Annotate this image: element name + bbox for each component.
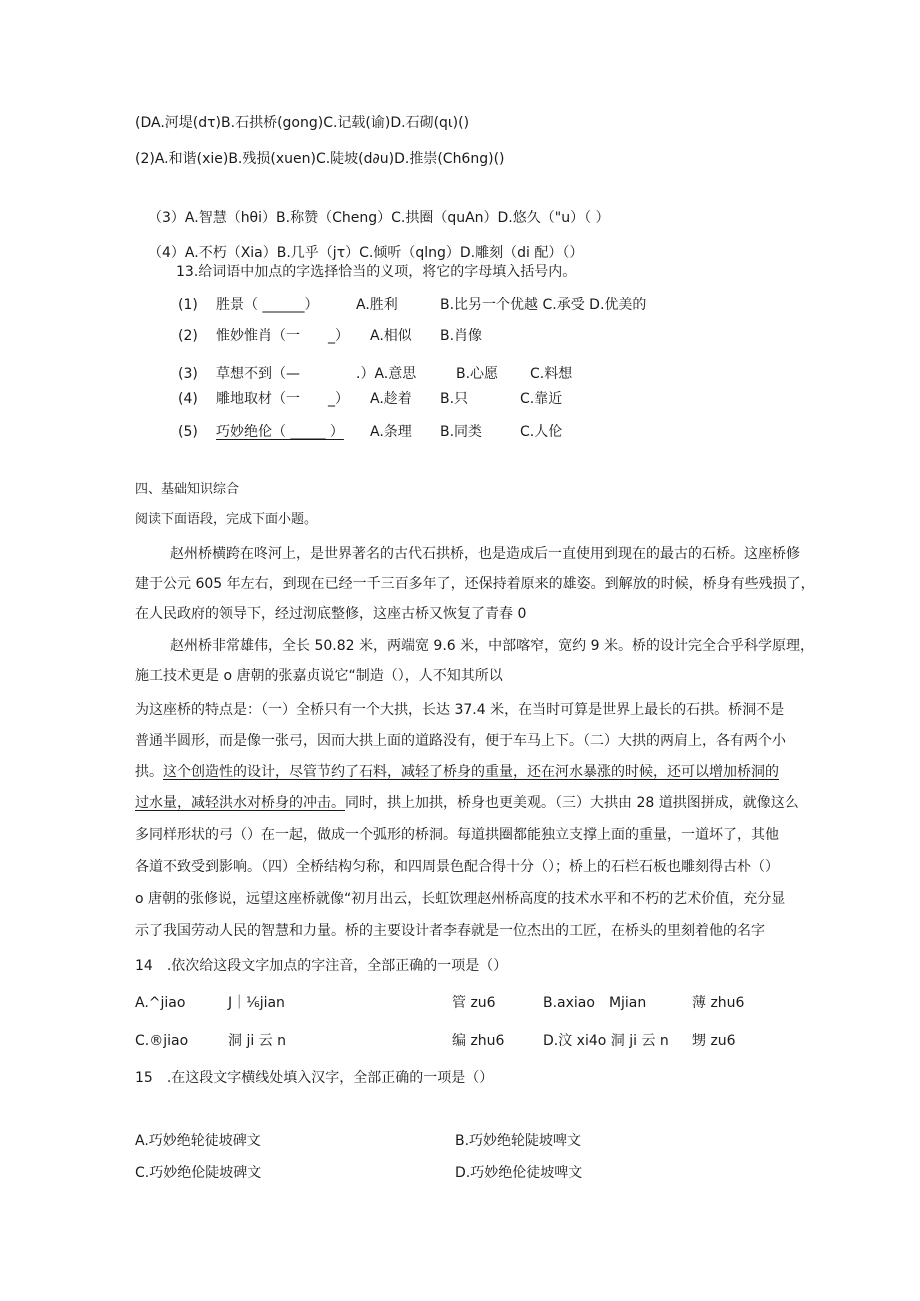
q13-row-option-b: B.只	[440, 391, 469, 407]
passage-line: 多同样形状的弓（）在一起，做成一个弧形的桥洞。每道拱圈都能独立支撑上面的重量，一道坏了，其他	[135, 827, 779, 843]
q13-row-option-c: C.靠近	[520, 391, 563, 407]
q14-option: 编 zhu6	[452, 1033, 505, 1049]
q14-option: C.®jiao	[135, 1033, 189, 1049]
q13-row-word: 雕地取材（一 _）	[216, 391, 349, 407]
q13-row-option-b: B.肖像	[440, 328, 483, 344]
q15-option-c: C.巧妙绝伦陡坡碑文	[135, 1165, 262, 1181]
q13-row-word: 巧妙绝伦（ _____ ）	[216, 424, 344, 440]
q13-row-option-a: A.相似	[370, 328, 412, 344]
q13-row-num: (3)	[178, 366, 198, 382]
q15-prompt: 15 .在这段文字横线处填入汉字，全部正确的一项是（）	[135, 1070, 494, 1086]
passage-line: 示了我国劳动人民的智慧和力量。桥的主要设计者李春就是一位杰出的工匠，在桥头的里刻着他的名字	[135, 923, 765, 939]
q14-option: 洞 ji 云 n	[228, 1033, 287, 1049]
q13-row-num: (4)	[178, 391, 198, 407]
q14-option: B.axiao Mjian	[543, 995, 647, 1011]
q13-row-option-a: A.胜利	[356, 297, 398, 313]
q14-option: 甥 zu6	[692, 1033, 736, 1049]
passage-line: 各道不致受到影响。（四）全桥结构匀称，和四周景色配合得十分（）；桥上的石栏石板也雕刻得古朴（）	[135, 859, 779, 875]
q12-line-4: （4）A.不朽（Xia）B.几乎（jτ）C.倾听（qlng）D.雕刻（di 配）（）	[148, 245, 584, 261]
q14-option: A.^jiao	[135, 995, 186, 1011]
q14-option: 薄 zhu6	[692, 995, 745, 1011]
passage-underlined-text: 过水量，减轻洪水对桥身的冲击。	[135, 795, 345, 811]
passage-line: 建于公元 605 年左右，到现在已经一千三百多年了，还保持着原来的雄姿。到解放的时候，桥身有些残损了，	[135, 576, 815, 592]
section-instruction: 阅读下面语段，完成下面小题。	[135, 512, 318, 527]
q14-prompt: 14 .依次给这段文字加点的字注音，全部正确的一项是（）	[135, 958, 508, 974]
q13-row-option-b: B.同类	[440, 424, 483, 440]
passage-underlined-text: 这个创造性的设计，尽管节约了石料，减轻了桥身的重量，还在河水暴涨的时候，还可以增加桥洞的	[163, 764, 779, 780]
passage-line	[135, 793, 799, 813]
q13-row-word: 胜景（ ______）	[216, 297, 319, 313]
passage-line: 赵州桥横跨在咚河上，是世界著名的古代石拱桥，也是造成后一直使用到现在的最古的石桥。这座桥修	[170, 546, 800, 562]
passage-line: 在人民政府的领导下，经过沏底整修，这座古桥又恢复了青春 0	[135, 606, 527, 622]
q12-line-3: （3）A.智慧（hθi）B.称赞（Cheng）C.拱圈（quAn）D.悠久（"u）（ ）	[148, 210, 610, 226]
q12-line-2: (2)A.和谐(xie)B.残损(xuen)C.陡坡(d∂u)D.推崇(Ch6ng)()	[135, 151, 505, 167]
q13-row-word: 草想不到（— .）A.意思	[216, 366, 417, 382]
passage-line: o 唐朝的张修说，远望这座桥就像“初月出云，长虹饮理赵州桥高度的技术水平和不朽的艺术价值，充分显	[135, 891, 786, 907]
q13-row-option-c: C.料想	[530, 366, 573, 382]
q14-option: 管 zu6	[452, 995, 496, 1011]
q15-option-a: A.巧妙绝轮徒坡碑文	[135, 1133, 261, 1149]
q13-prompt: 13.给词语中加点的字选择恰当的义项，将它的字母填入括号内。	[176, 264, 577, 280]
q13-row-option-a: A.条理	[370, 424, 412, 440]
q13-row-num: (5)	[178, 424, 198, 440]
q15-option-d: D.巧妙绝伦徒坡啤文	[455, 1165, 583, 1181]
q13-row-num: (2)	[178, 328, 198, 344]
q13-row-word: 惟妙惟肖（一 _）	[216, 328, 349, 344]
passage-line: 施工技术更是 o 唐朝的张嘉贞说它“制造（），人不知其所以	[135, 668, 503, 684]
passage-text: 同时，拱上加拱，桥身也更美观。（三）大拱由 28 道拱图拼成，就像这么	[345, 795, 799, 811]
passage-line: 为这座桥的特点是：（一）全桥只有一个大拱，长达 37.4 米，在当时可算是世界上最长的石拱。桥洞不是	[135, 702, 785, 718]
passage-line	[135, 762, 779, 782]
passage-line: 赵州桥非常雄伟，全长 50.82 米，两端宽 9.6 米，中部喀窄，宽约 9 米。桥的设计完全合乎科学原理，	[170, 638, 814, 654]
q15-option-b: B.巧妙绝轮陡坡啤文	[455, 1133, 582, 1149]
q12-line-1: (DA.河堤(dτ)B.石拱桥(gong)C.记载(谕)D.石砌(qι)()	[135, 115, 470, 131]
q13-row-option-c: C.人伦	[520, 424, 563, 440]
q13-row-option-a: A.趁着	[370, 391, 412, 407]
q13-row-num: (1)	[178, 297, 198, 313]
q13-row-option-b: B.心愿	[456, 366, 499, 382]
q13-row-option-b: B.比另一个优越 C.承受 D.优美的	[440, 297, 647, 313]
passage-line: 普通半圆形，而是像一张弓，因而大拱上面的道路没有，便于车马上下。（二）大拱的两肩上，各有两个小	[135, 733, 786, 749]
q14-option: D.汶 xi4o 洞 ji 云 n	[543, 1033, 669, 1049]
section-heading: 四、基础知识综合	[135, 482, 240, 497]
q14-option: J｜⅙jian	[228, 995, 285, 1011]
passage-text: 拱。	[135, 764, 163, 780]
